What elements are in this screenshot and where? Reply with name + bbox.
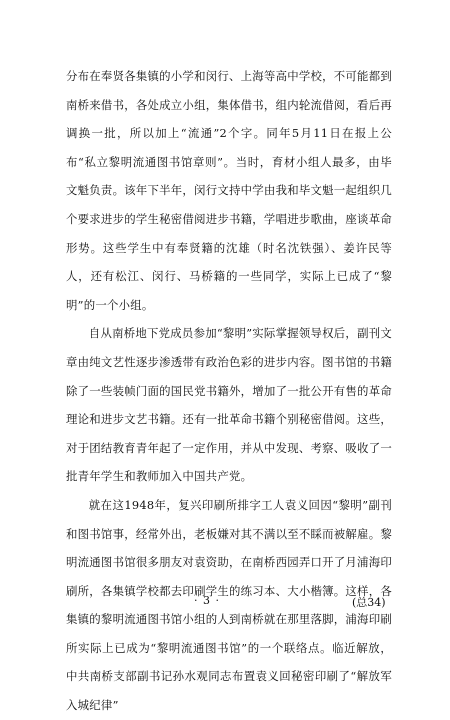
body-paragraph-1: 分布在奉贤各集镇的小学和闵行、上海等高中学校，不可能都到南桥来借书，各处成立小组，集体借书，组内轮流借阅，看后再调换一批，所以加上“流通”2个字。同年5月11日在报上公布“私立黎明流通图书馆章则”。当时，育材小组人最多，由毕文魁负责。该年下半年，闵行文持中学由我和毕文魁一起组织几个要求进步的学生秘密借阅进步书籍，学唱进步歌曲，座谈革命形势。这些学生中有奉贤籍的沈雄（时名沈铁强）、姜许民等人，还有松江、闵行、马桥籍的一些同学，实际上已成了“黎明”的一个小组。 xyxy=(66,69,392,312)
total-page-number: (总34) xyxy=(352,596,386,609)
body-paragraph-3: 就在这1948年，复兴印刷所排字工人袁义回因“黎明”副刊和图书馆事，经常外出，老板嫌对其不满以至不睬而被解雇。黎明流通图书馆很多朋友对袁资助，在南桥西园弄口开了月浦海印刷所，各集镇学校都去印刷学生的练习本、大小楷簿。这样，各集镇的黎明流通图书馆小组的人到南桥就在那里落脚，浦海印刷所实际上已成为“黎明流通图书馆”的一个联络点。临近解放，中共南桥支部副书记孙水观同志布置袁义回秘密印刷了“解放军入城纪律” xyxy=(66,497,392,713)
page-footer xyxy=(0,594,450,614)
body-paragraph-2: 自从南桥地下党成员参加“黎明”实际掌握领导权后，副刊文章由纯文艺性逐步渗透带有政治色彩的进步内容。图书馆的书籍除了一些装帧门面的国民党书籍外，增加了一批公开有售的革命理论和进步文艺书籍。还有一批革命书籍个别秘密借阅。这些，对于团结教育青年起了一定作用，并从中发现、考察、吸收了一批青年学生和教师加入中国共产党。 xyxy=(66,326,392,484)
page-number: · 3 · xyxy=(194,594,220,607)
